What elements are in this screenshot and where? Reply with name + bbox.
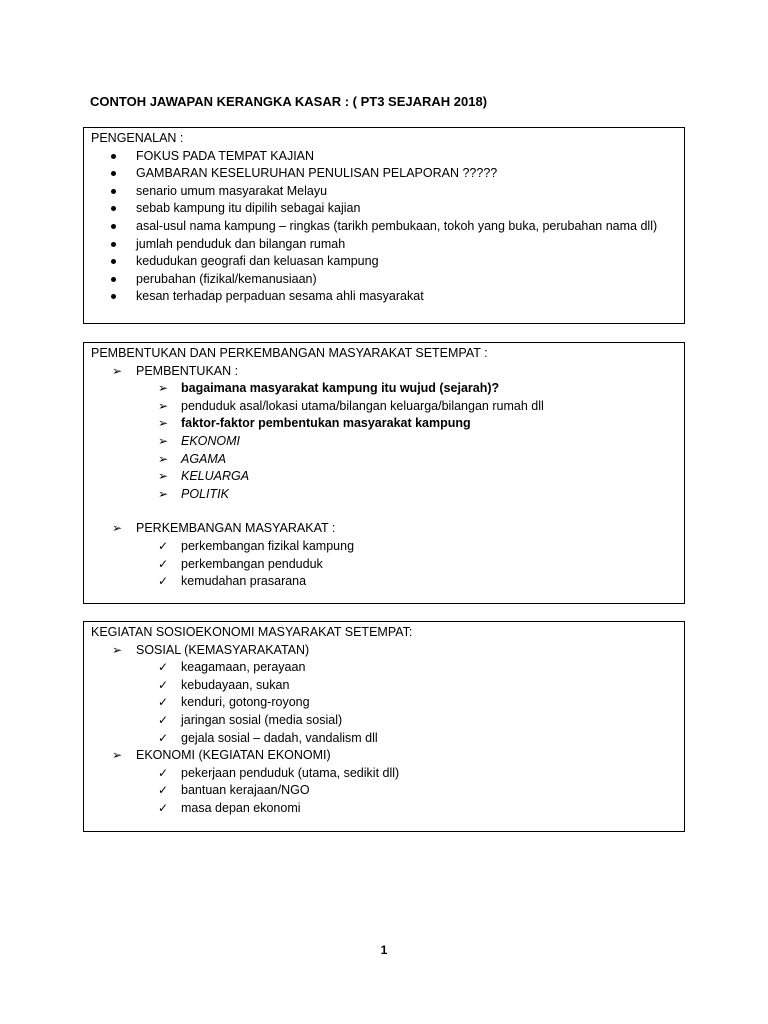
pengenalan-heading: PENGENALAN : xyxy=(91,131,184,145)
bullet-dot-icon xyxy=(111,242,116,247)
list-item-text: asal-usul nama kampung – ringkas (tarikh pembukaan, tokoh yang buka, perubahan nama dll) xyxy=(136,218,658,233)
bullet-dot-icon xyxy=(111,189,116,194)
list-item-text: pekerjaan penduduk (utama, sedikit dll) xyxy=(181,765,400,780)
subsection-label xyxy=(91,747,684,765)
list-item-text: keagamaan, perayaan xyxy=(181,660,306,675)
list-item-text: perkembangan penduduk xyxy=(181,556,323,571)
list-item xyxy=(91,380,684,398)
page-number: 1 xyxy=(380,943,388,957)
sosioekonomi-heading: KEGIATAN SOSIOEKONOMI MASYARAKAT SETEMPAT: xyxy=(91,625,413,639)
bullet-dot-icon xyxy=(111,277,116,282)
arrow-bullet-icon: ➢ xyxy=(158,433,169,448)
checkmark-icon: ✓ xyxy=(158,660,169,675)
subsection-label-text: PERKEMBANGAN MASYARAKAT : xyxy=(136,521,336,536)
list-item-text: sebab kampung itu dipilih sebagai kajian xyxy=(136,201,361,216)
arrow-bullet-icon: ➢ xyxy=(112,642,123,657)
subsection-label xyxy=(91,363,684,381)
pengenalan-section xyxy=(83,127,685,324)
bullet-dot-icon xyxy=(111,171,116,176)
list-item xyxy=(91,165,684,183)
list-item xyxy=(91,730,684,748)
list-item-text: jaringan sosial (media sosial) xyxy=(181,712,343,727)
list-item-text: kebudayaan, sukan xyxy=(181,677,290,692)
sosioekonomi-list xyxy=(91,642,684,818)
pembentukan-heading: PEMBENTUKAN DAN PERKEMBANGAN MASYARAKAT SETEMPAT : xyxy=(91,346,488,360)
list-item-text: perkembangan fizikal kampung xyxy=(181,538,355,553)
pembentukan-list xyxy=(91,363,684,591)
list-item-text: kesan terhadap perpaduan sesama ahli masyarakat xyxy=(136,289,424,304)
list-item-text: jumlah penduduk dan bilangan rumah xyxy=(136,236,346,251)
list-item xyxy=(91,148,684,166)
pengenalan-list xyxy=(91,148,684,306)
list-item xyxy=(91,538,684,556)
checkmark-icon: ✓ xyxy=(158,800,169,815)
list-item xyxy=(91,271,684,289)
subsection-label-text: PEMBENTUKAN : xyxy=(136,363,239,378)
subsection-label-text: EKONOMI (KEGIATAN EKONOMI) xyxy=(136,748,331,763)
arrow-bullet-icon: ➢ xyxy=(158,416,169,431)
list-item xyxy=(91,712,684,730)
arrow-bullet-icon: ➢ xyxy=(158,398,169,413)
checkmark-icon: ✓ xyxy=(158,765,169,780)
list-item-text: bantuan kerajaan/NGO xyxy=(181,783,310,798)
list-item-text: AGAMA xyxy=(181,451,227,466)
list-item xyxy=(91,765,684,783)
list-item-text: penduduk asal/lokasi utama/bilangan keluarga/bilangan rumah dll xyxy=(181,398,544,413)
sosioekonomi-section xyxy=(83,621,685,832)
list-item-text: kedudukan geografi dan keluasan kampung xyxy=(136,254,379,269)
list-item xyxy=(91,200,684,218)
list-item-text: kenduri, gotong-royong xyxy=(181,695,310,710)
list-item xyxy=(91,782,684,800)
list-item xyxy=(91,253,684,271)
checkmark-icon: ✓ xyxy=(158,712,169,727)
spacer xyxy=(91,503,684,520)
arrow-bullet-icon: ➢ xyxy=(112,748,123,763)
checkmark-icon: ✓ xyxy=(158,783,169,798)
list-item xyxy=(91,398,684,416)
list-item xyxy=(91,486,684,504)
list-item-text: gejala sosial – dadah, vandalism dll xyxy=(181,730,378,745)
list-item-text: GAMBARAN KESELURUHAN PENULISAN PELAPORAN ????? xyxy=(136,166,498,181)
list-item-text: perubahan (fizikal/kemanusiaan) xyxy=(136,271,317,286)
list-item xyxy=(91,573,684,591)
list-item xyxy=(91,218,684,236)
checkmark-icon: ✓ xyxy=(158,538,169,553)
list-item-text: EKONOMI xyxy=(181,433,241,448)
bullet-dot-icon xyxy=(111,259,116,264)
list-item xyxy=(91,288,684,306)
arrow-bullet-icon: ➢ xyxy=(158,381,169,396)
checkmark-icon: ✓ xyxy=(158,677,169,692)
list-item xyxy=(91,183,684,201)
list-item xyxy=(91,659,684,677)
list-item xyxy=(91,451,684,469)
checkmark-icon: ✓ xyxy=(158,556,169,571)
list-item xyxy=(91,433,684,451)
list-item xyxy=(91,800,684,818)
checkmark-icon: ✓ xyxy=(158,574,169,589)
subsection-label xyxy=(91,520,684,538)
list-item-text: KELUARGA xyxy=(181,469,250,484)
subsection-label-text: SOSIAL (KEMASYARAKATAN) xyxy=(136,642,310,657)
list-item xyxy=(91,236,684,254)
bullet-dot-icon xyxy=(111,224,116,229)
list-item xyxy=(91,694,684,712)
document-title: CONTOH JAWAPAN KERANGKA KASAR : ( PT3 SEJARAH 2018) xyxy=(90,94,488,109)
bullet-dot-icon xyxy=(111,294,116,299)
list-item-text: faktor-faktor pembentukan masyarakat kampung xyxy=(181,416,471,431)
list-item-text: FOKUS PADA TEMPAT KAJIAN xyxy=(136,148,315,163)
pembentukan-section xyxy=(83,342,685,604)
list-item xyxy=(91,556,684,574)
list-item xyxy=(91,677,684,695)
list-item-text: bagaimana masyarakat kampung itu wujud (sejarah)? xyxy=(181,381,500,396)
list-item xyxy=(91,415,684,433)
list-item-text: kemudahan prasarana xyxy=(181,574,307,589)
arrow-bullet-icon: ➢ xyxy=(158,469,169,484)
arrow-bullet-icon: ➢ xyxy=(158,451,169,466)
list-item-text: masa depan ekonomi xyxy=(181,800,301,815)
list-item-text: senario umum masyarakat Melayu xyxy=(136,183,328,198)
checkmark-icon: ✓ xyxy=(158,730,169,745)
list-item-text: POLITIK xyxy=(181,486,229,501)
arrow-bullet-icon: ➢ xyxy=(112,363,123,378)
checkmark-icon: ✓ xyxy=(158,695,169,710)
list-item xyxy=(91,468,684,486)
arrow-bullet-icon: ➢ xyxy=(158,486,169,501)
bullet-dot-icon xyxy=(111,154,116,159)
subsection-label xyxy=(91,642,684,660)
bullet-dot-icon xyxy=(111,206,116,211)
arrow-bullet-icon: ➢ xyxy=(112,521,123,536)
